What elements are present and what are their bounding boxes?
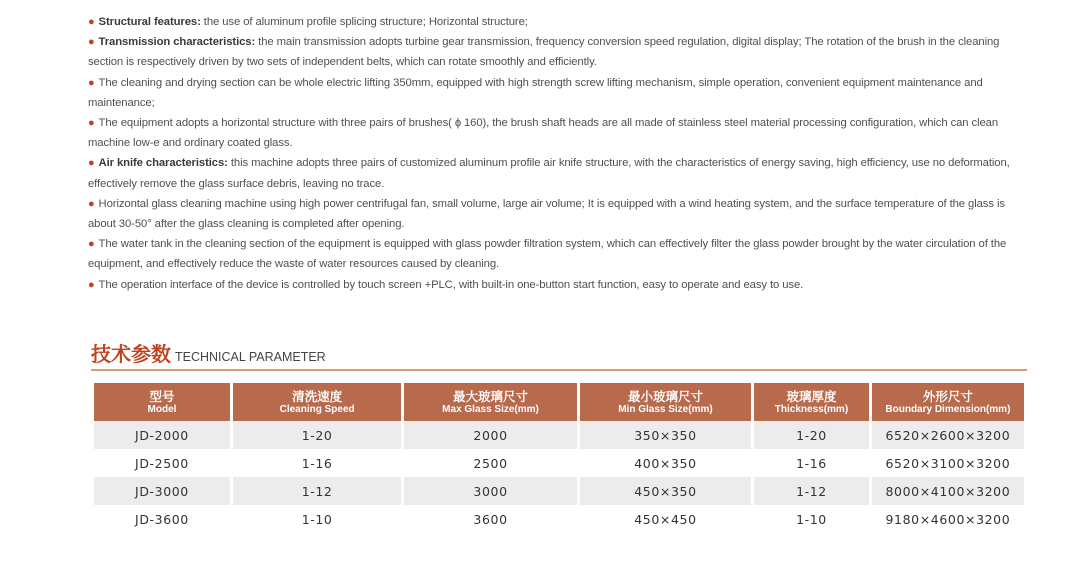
feature-text: The operation interface of the device is controlled by touch screen +PLC, with built-in one-button start function, easy to operate and easy to use. xyxy=(98,278,804,291)
feature-item xyxy=(88,32,1018,72)
column-header-en: Cleaning Speed xyxy=(279,403,355,415)
cell-boundary-dimension: 9180×4600×3200 xyxy=(885,511,1011,527)
feature-text: The equipment adopts a horizontal structure with three pairs of brushes( ɸ 160), the brush shaft heads are all made of stainless steel material processing configuration, which can clean machine low-e and ordinary coated glass. xyxy=(88,117,999,150)
feature-item xyxy=(88,73,1018,113)
table-row xyxy=(94,449,1024,477)
cell-min-glass-size: 450×350 xyxy=(580,477,751,505)
cell-model: JD-2000 xyxy=(94,421,230,449)
feature-lead: Air knife characteristics: xyxy=(98,157,228,170)
cell-thickness: 1-16 xyxy=(796,455,827,471)
feature-lead: Transmission characteristics: xyxy=(98,36,256,49)
cell-boundary-dimension: 8000×4100×3200 xyxy=(872,477,1024,505)
cell-model: JD-2500 xyxy=(135,455,189,471)
column-header-min-glass-size xyxy=(580,383,751,421)
cell-max-glass-size: 2000 xyxy=(404,421,576,449)
cell-min-glass-size: 450×450 xyxy=(634,511,697,527)
bullet-icon: ● xyxy=(88,117,95,130)
column-header-en: Max Glass Size(mm) xyxy=(442,403,539,415)
cell-cleaning-speed: 1-16 xyxy=(301,455,333,471)
bullet-icon: ● xyxy=(88,16,95,28)
cell-max-glass-size: 3600 xyxy=(473,511,508,527)
cell-model: JD-3600 xyxy=(135,511,189,527)
column-header-zh: 清洗速度 xyxy=(292,388,343,404)
column-header-zh: 外形尺寸 xyxy=(922,388,973,404)
section-title-en: TECHNICAL PARAMETER xyxy=(175,350,326,364)
column-header-en: Boundary Dimension(mm) xyxy=(885,403,1011,415)
feature-item xyxy=(88,153,1018,193)
column-header-zh: 型号 xyxy=(149,388,175,404)
bullet-icon: ● xyxy=(88,278,95,291)
section-title-zh: 技术参数 xyxy=(91,342,171,366)
table-header-row xyxy=(94,383,1024,421)
cell-thickness: 1-10 xyxy=(796,511,827,527)
feature-text: The water tank in the cleaning section of the equipment is equipped with glass powder filtration system, which can effectively filter the glass powder brought by the water circulation of the equipment, and effectively reduce the waste of water resources caused by cleaning. xyxy=(88,238,1007,271)
cell-cleaning-speed: 1-20 xyxy=(233,421,401,449)
column-header-boundary-dimension xyxy=(872,383,1024,421)
cell-thickness: 1-12 xyxy=(754,477,869,505)
feature-list xyxy=(88,12,1018,295)
cell-min-glass-size: 400×350 xyxy=(634,455,697,471)
feature-item xyxy=(88,113,1018,153)
feature-item xyxy=(88,12,1018,32)
feature-text: the use of aluminum profile splicing structure; Horizontal structure; xyxy=(200,16,528,28)
column-header-cleaning-speed xyxy=(233,383,401,421)
table-row xyxy=(94,505,1024,533)
bullet-icon: ● xyxy=(88,36,95,49)
column-header-thickness xyxy=(754,383,869,421)
column-header-model xyxy=(94,383,230,421)
feature-lead: Structural features: xyxy=(98,16,201,28)
feature-text: The cleaning and drying section can be whole electric lifting 350mm, equipped with high strength screw lifting mechanism, simple operation, convenient equipment maintenance and maintenance; xyxy=(88,76,983,109)
cell-max-glass-size: 3000 xyxy=(404,477,576,505)
column-header-zh: 玻璃厚度 xyxy=(786,388,837,404)
title-divider xyxy=(91,369,1027,371)
column-header-en: Thickness(mm) xyxy=(774,403,849,415)
cell-min-glass-size: 350×350 xyxy=(580,421,751,449)
feature-item xyxy=(88,194,1018,234)
feature-text: this machine adopts three pairs of customized aluminum profile air knife structure, with the characteristics of energy saving, high efficiency, use no deformation, effectively remove the glass surface debris, leaving no trace. xyxy=(88,157,1010,190)
column-header-zh: 最小玻璃尺寸 xyxy=(627,388,703,404)
cell-boundary-dimension: 6520×3100×3200 xyxy=(885,455,1011,471)
column-header-en: Model xyxy=(147,403,177,415)
cell-cleaning-speed: 1-10 xyxy=(301,511,333,527)
cell-max-glass-size: 2500 xyxy=(473,455,508,471)
section-title xyxy=(91,338,326,367)
table-row xyxy=(94,477,1024,505)
feature-text: the main transmission adopts turbine gear transmission, frequency conversion speed regulation, digital display; The rotation of the brush in the cleaning section is respectively driven by two sets of independent belts, which can rotate smoothly and efficiently. xyxy=(88,36,1000,69)
cell-boundary-dimension: 6520×2600×3200 xyxy=(872,421,1024,449)
parameter-table xyxy=(91,383,1027,533)
bullet-icon: ● xyxy=(88,76,95,89)
table-row xyxy=(94,421,1024,449)
bullet-icon: ● xyxy=(88,197,95,210)
cell-cleaning-speed: 1-12 xyxy=(233,477,401,505)
bullet-icon: ● xyxy=(88,157,95,170)
feature-text: Horizontal glass cleaning machine using high power centrifugal fan, small volume, large air volume; It is equipped with a wind heating system, and the surface temperature of the glass is about 30-50° after the glass cleaning is completed after opening. xyxy=(88,197,1005,231)
cell-thickness: 1-20 xyxy=(754,421,869,449)
column-header-en: Min Glass Size(mm) xyxy=(618,403,713,415)
column-header-max-glass-size xyxy=(404,383,576,421)
column-header-zh: 最大玻璃尺寸 xyxy=(453,388,529,404)
feature-item xyxy=(88,234,1018,274)
feature-item xyxy=(88,275,1018,295)
bullet-icon: ● xyxy=(88,238,95,251)
cell-model: JD-3000 xyxy=(94,477,230,505)
